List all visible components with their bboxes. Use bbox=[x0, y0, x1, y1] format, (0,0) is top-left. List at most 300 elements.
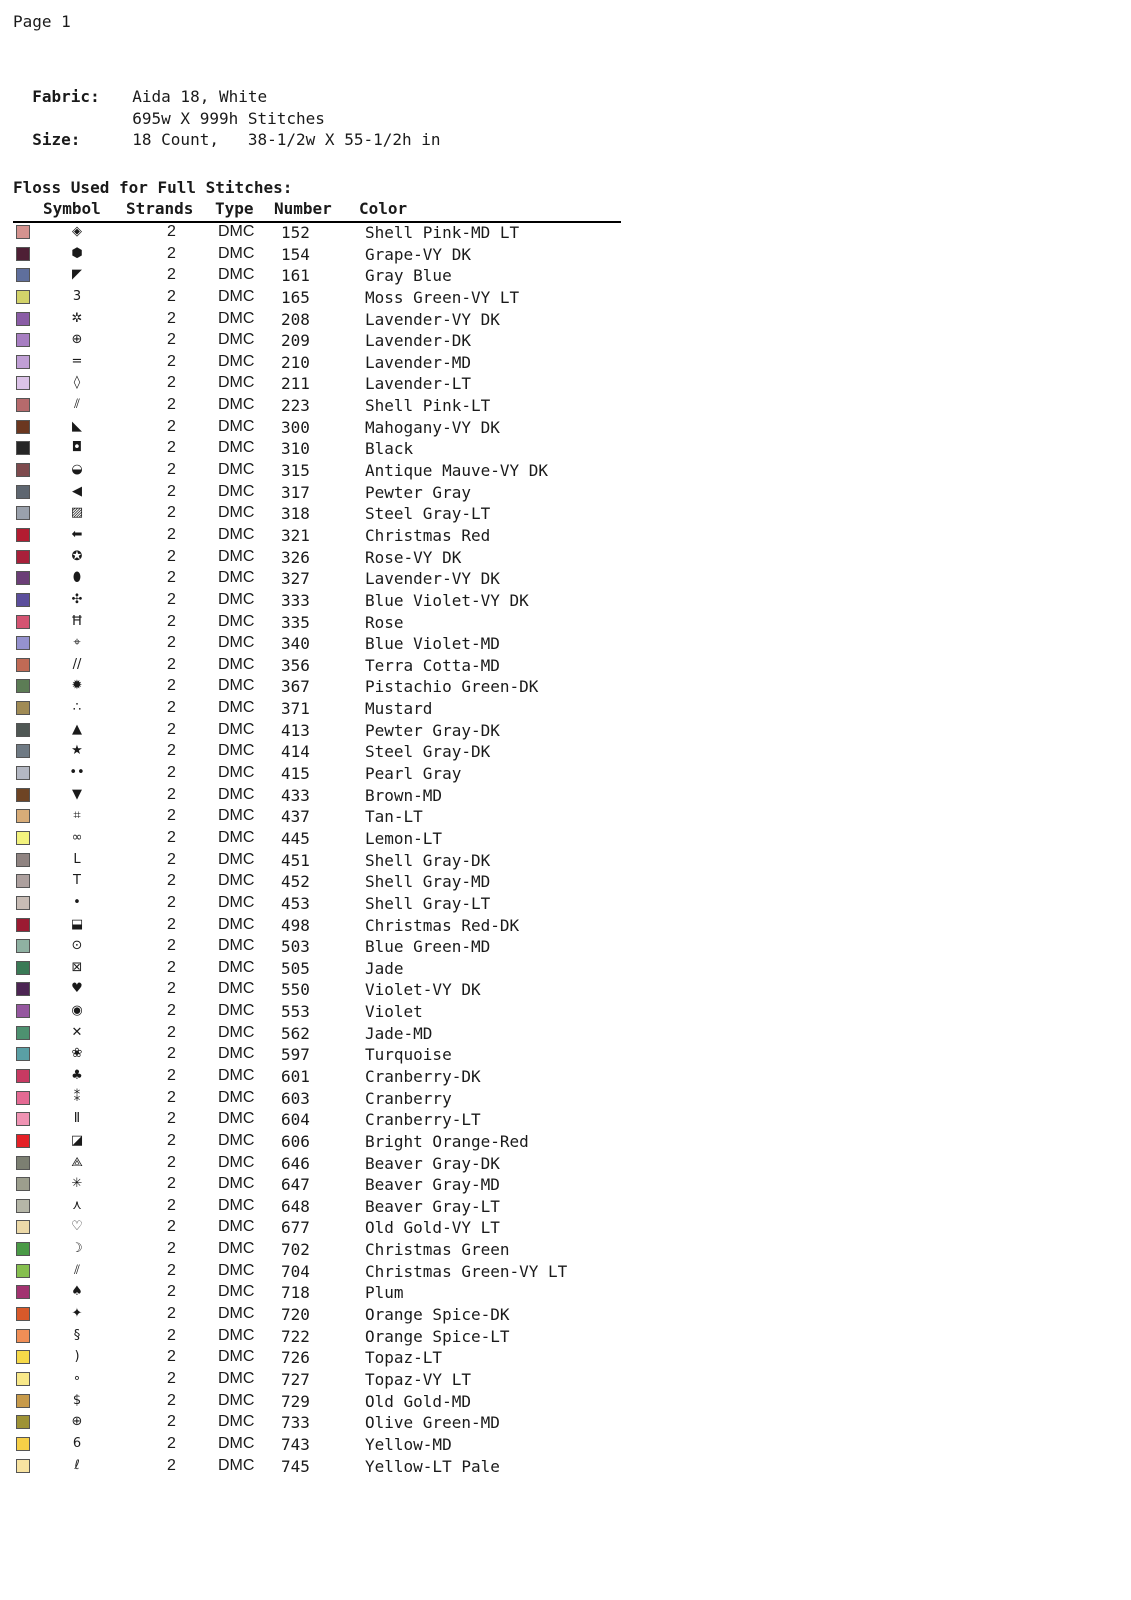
stitch-symbol-icon: ) bbox=[74, 1349, 80, 1365]
stitch-symbol-icon: ❀ bbox=[71, 1046, 83, 1062]
color-swatch bbox=[16, 1047, 30, 1061]
number-cell: 315 bbox=[281, 461, 310, 481]
type-cell: DMC bbox=[218, 417, 255, 435]
stitch-symbol-icon: ♡ bbox=[71, 1219, 83, 1235]
color-swatch bbox=[16, 1112, 30, 1126]
color-swatch bbox=[16, 463, 30, 477]
number-cell: 414 bbox=[281, 742, 310, 762]
strands-cell: 2 bbox=[167, 1305, 176, 1323]
stitch-symbol-icon: ⊠ bbox=[71, 959, 83, 975]
stitch-symbol-icon: Ħ bbox=[71, 613, 83, 629]
stitch-symbol-icon: ⋏ bbox=[72, 1197, 82, 1213]
table-row bbox=[13, 309, 633, 331]
type-cell: DMC bbox=[218, 1413, 255, 1431]
color-swatch bbox=[16, 723, 30, 737]
table-row bbox=[13, 547, 633, 569]
number-cell: 452 bbox=[281, 872, 310, 892]
table-row bbox=[13, 222, 633, 244]
table-row bbox=[13, 265, 633, 287]
color-swatch bbox=[16, 355, 30, 369]
strands-cell: 2 bbox=[167, 396, 176, 414]
table-row bbox=[13, 698, 633, 720]
stitch-symbol-icon: Ⅱ bbox=[73, 1111, 81, 1127]
number-cell: 718 bbox=[281, 1283, 310, 1303]
strands-cell: 2 bbox=[167, 980, 176, 998]
type-cell: DMC bbox=[218, 1326, 255, 1344]
strands-cell: 2 bbox=[167, 1066, 176, 1084]
stitch-symbol-icon: •• bbox=[69, 765, 85, 781]
stitch-symbol-icon: = bbox=[71, 353, 83, 369]
strands-cell: 2 bbox=[167, 677, 176, 695]
color-name-cell: Pearl Gray bbox=[365, 764, 462, 784]
number-cell: 726 bbox=[281, 1348, 310, 1368]
table-row bbox=[13, 330, 633, 352]
strands-cell: 2 bbox=[167, 1413, 176, 1431]
color-swatch bbox=[16, 550, 30, 564]
page-label: Page 1 bbox=[13, 12, 71, 31]
type-cell: DMC bbox=[218, 958, 255, 976]
strands-cell: 2 bbox=[167, 309, 176, 327]
strands-cell: 2 bbox=[167, 525, 176, 543]
number-cell: 603 bbox=[281, 1088, 310, 1108]
stitch-symbol-icon: ◪ bbox=[70, 1132, 84, 1148]
strands-cell: 2 bbox=[167, 764, 176, 782]
strands-cell: 2 bbox=[167, 547, 176, 565]
number-cell: 317 bbox=[281, 482, 310, 502]
number-cell: 367 bbox=[281, 677, 310, 697]
stitch-symbol-icon: ▼ bbox=[72, 786, 82, 802]
table-row bbox=[13, 1044, 633, 1066]
size-value: 18 Count, 38-1/2w X 55-1/2h in bbox=[132, 130, 441, 149]
table-row bbox=[13, 850, 633, 872]
number-cell: 562 bbox=[281, 1023, 310, 1043]
type-cell: DMC bbox=[218, 1305, 255, 1323]
color-name-cell: Old Gold-VY LT bbox=[365, 1218, 500, 1238]
strands-cell: 2 bbox=[167, 1088, 176, 1106]
table-row bbox=[13, 633, 633, 655]
table-row bbox=[13, 612, 633, 634]
type-cell: DMC bbox=[218, 1261, 255, 1279]
color-name-cell: Brown-MD bbox=[365, 785, 443, 805]
strands-cell: 2 bbox=[167, 742, 176, 760]
strands-cell: 2 bbox=[167, 612, 176, 630]
number-cell: 733 bbox=[281, 1413, 310, 1433]
color-name-cell: Mahogany-VY DK bbox=[365, 417, 500, 437]
number-cell: 211 bbox=[281, 374, 310, 394]
color-name-cell: Olive Green-MD bbox=[365, 1413, 500, 1433]
type-cell: DMC bbox=[218, 504, 255, 522]
fabric-label: Fabric: bbox=[32, 87, 100, 106]
number-cell: 165 bbox=[281, 287, 310, 307]
type-cell: DMC bbox=[218, 1434, 255, 1452]
color-swatch bbox=[16, 593, 30, 607]
type-cell: DMC bbox=[218, 266, 255, 284]
table-row bbox=[13, 590, 633, 612]
stitch-symbol-icon: ⁑ bbox=[73, 1089, 81, 1105]
color-name-cell: Pistachio Green-DK bbox=[365, 677, 539, 697]
color-name-cell: Topaz-VY LT bbox=[365, 1369, 471, 1389]
stitch-symbol-icon: ∴ bbox=[72, 700, 82, 716]
type-cell: DMC bbox=[218, 1153, 255, 1171]
strands-cell: 2 bbox=[167, 461, 176, 479]
stitch-symbol-icon: ⊕ bbox=[71, 332, 83, 348]
stitch-symbol-icon: ✣ bbox=[71, 591, 83, 607]
table-row bbox=[13, 1217, 633, 1239]
color-name-cell: Steel Gray-DK bbox=[365, 742, 491, 762]
type-cell: DMC bbox=[218, 1175, 255, 1193]
strands-cell: 2 bbox=[167, 569, 176, 587]
stitch-symbol-icon: ✳ bbox=[71, 1176, 83, 1192]
table-row bbox=[13, 1369, 633, 1391]
color-swatch bbox=[16, 658, 30, 672]
table-row bbox=[13, 1456, 633, 1478]
table-row bbox=[13, 676, 633, 698]
color-swatch bbox=[16, 1242, 30, 1256]
type-cell: DMC bbox=[218, 1002, 255, 1020]
color-name-cell: Beaver Gray-LT bbox=[365, 1196, 500, 1216]
strands-cell: 2 bbox=[167, 1283, 176, 1301]
type-cell: DMC bbox=[218, 1456, 255, 1474]
number-cell: 646 bbox=[281, 1153, 310, 1173]
color-name-cell: Lavender-VY DK bbox=[365, 569, 500, 589]
type-cell: DMC bbox=[218, 1196, 255, 1214]
strands-cell: 2 bbox=[167, 828, 176, 846]
type-cell: DMC bbox=[218, 1348, 255, 1366]
color-name-cell: Bright Orange-Red bbox=[365, 1131, 529, 1151]
color-name-cell: Tan-LT bbox=[365, 807, 423, 827]
color-swatch bbox=[16, 1350, 30, 1364]
col-color: Color bbox=[359, 199, 408, 218]
color-name-cell: Lavender-DK bbox=[365, 331, 471, 351]
color-swatch bbox=[16, 268, 30, 282]
color-name-cell: Rose-VY DK bbox=[365, 547, 462, 567]
type-cell: DMC bbox=[218, 287, 255, 305]
number-cell: 647 bbox=[281, 1175, 310, 1195]
type-cell: DMC bbox=[218, 1131, 255, 1149]
strands-cell: 2 bbox=[167, 504, 176, 522]
stitch-symbol-icon: ✪ bbox=[71, 548, 83, 564]
color-name-cell: Pewter Gray-DK bbox=[365, 720, 500, 740]
number-cell: 208 bbox=[281, 309, 310, 329]
number-cell: 209 bbox=[281, 331, 310, 351]
strands-cell: 2 bbox=[167, 785, 176, 803]
color-swatch bbox=[16, 809, 30, 823]
color-name-cell: Lavender-LT bbox=[365, 374, 471, 394]
table-row bbox=[13, 1066, 633, 1088]
table-row bbox=[13, 568, 633, 590]
strands-cell: 2 bbox=[167, 699, 176, 717]
type-cell: DMC bbox=[218, 590, 255, 608]
color-swatch bbox=[16, 766, 30, 780]
table-row bbox=[13, 460, 633, 482]
stitch-symbol-icon: ⬅ bbox=[71, 526, 83, 542]
strands-cell: 2 bbox=[167, 1456, 176, 1474]
strands-cell: 2 bbox=[167, 439, 176, 457]
type-cell: DMC bbox=[218, 547, 255, 565]
type-cell: DMC bbox=[218, 828, 255, 846]
color-name-cell: Yellow-MD bbox=[365, 1434, 452, 1454]
strands-cell: 2 bbox=[167, 1240, 176, 1258]
strands-cell: 2 bbox=[167, 634, 176, 652]
color-swatch bbox=[16, 506, 30, 520]
type-cell: DMC bbox=[218, 1283, 255, 1301]
color-swatch bbox=[16, 982, 30, 996]
color-name-cell: Moss Green-VY LT bbox=[365, 287, 520, 307]
type-cell: DMC bbox=[218, 980, 255, 998]
type-cell: DMC bbox=[218, 634, 255, 652]
color-swatch bbox=[16, 1134, 30, 1148]
stitch-symbol-icon: ✲ bbox=[71, 310, 83, 326]
color-name-cell: Grape-VY DK bbox=[365, 244, 471, 264]
number-cell: 727 bbox=[281, 1369, 310, 1389]
strands-cell: 2 bbox=[167, 655, 176, 673]
color-name-cell: Pewter Gray bbox=[365, 482, 471, 502]
color-name-cell: Lavender-VY DK bbox=[365, 309, 500, 329]
type-cell: DMC bbox=[218, 677, 255, 695]
color-swatch bbox=[16, 918, 30, 932]
color-swatch bbox=[16, 744, 30, 758]
color-swatch bbox=[16, 225, 30, 239]
stitch-symbol-icon: ◘ bbox=[71, 440, 83, 456]
number-cell: 371 bbox=[281, 699, 310, 719]
stitch-symbol-icon: ⌗ bbox=[73, 808, 81, 824]
number-cell: 722 bbox=[281, 1326, 310, 1346]
stitch-symbol-icon: ✦ bbox=[71, 1306, 83, 1322]
number-cell: 437 bbox=[281, 807, 310, 827]
stitch-symbol-icon: ⬮ bbox=[72, 570, 82, 586]
color-swatch bbox=[16, 1372, 30, 1386]
fabric-value: Aida 18, White bbox=[132, 87, 268, 106]
strands-cell: 2 bbox=[167, 1348, 176, 1366]
stitch-symbol-icon: ▨ bbox=[70, 505, 84, 521]
color-swatch bbox=[16, 376, 30, 390]
color-name-cell: Gray Blue bbox=[365, 266, 452, 286]
color-swatch bbox=[16, 1220, 30, 1234]
stitch-symbol-icon: ⟁ bbox=[71, 1154, 83, 1170]
type-cell: DMC bbox=[218, 850, 255, 868]
table-row bbox=[13, 1282, 633, 1304]
type-cell: DMC bbox=[218, 655, 255, 673]
color-name-cell: Orange Spice-LT bbox=[365, 1326, 510, 1346]
strands-cell: 2 bbox=[167, 287, 176, 305]
type-cell: DMC bbox=[218, 1023, 255, 1041]
stitch-symbol-icon: ♥ bbox=[71, 981, 83, 997]
number-cell: 729 bbox=[281, 1391, 310, 1411]
type-cell: DMC bbox=[218, 915, 255, 933]
table-row bbox=[13, 1391, 633, 1413]
strands-cell: 2 bbox=[167, 1131, 176, 1149]
strands-cell: 2 bbox=[167, 937, 176, 955]
table-row bbox=[13, 1153, 633, 1175]
type-cell: DMC bbox=[218, 331, 255, 349]
color-swatch bbox=[16, 571, 30, 585]
stitch-symbol-icon: 6 bbox=[72, 1435, 82, 1451]
stitch-symbol-icon: // bbox=[72, 656, 82, 672]
color-name-cell: Christmas Red bbox=[365, 525, 491, 545]
strands-cell: 2 bbox=[167, 1261, 176, 1279]
color-swatch bbox=[16, 1199, 30, 1213]
number-cell: 606 bbox=[281, 1131, 310, 1151]
strands-cell: 2 bbox=[167, 893, 176, 911]
type-cell: DMC bbox=[218, 1391, 255, 1409]
stitch-symbol-icon: ☽ bbox=[71, 1241, 83, 1257]
color-name-cell: Cranberry-DK bbox=[365, 1066, 481, 1086]
table-row bbox=[13, 655, 633, 677]
strands-cell: 2 bbox=[167, 1023, 176, 1041]
table-row bbox=[13, 936, 633, 958]
stitch-symbol-icon: ✕ bbox=[71, 1024, 83, 1040]
stitch-symbol-icon: ◤ bbox=[72, 267, 82, 283]
color-swatch bbox=[16, 1156, 30, 1170]
number-cell: 648 bbox=[281, 1196, 310, 1216]
color-name-cell: Shell Gray-DK bbox=[365, 850, 491, 870]
strands-cell: 2 bbox=[167, 872, 176, 890]
col-symbol: Symbol bbox=[43, 199, 101, 218]
color-name-cell: Beaver Gray-DK bbox=[365, 1153, 500, 1173]
number-cell: 453 bbox=[281, 893, 310, 913]
table-row bbox=[13, 806, 633, 828]
color-swatch bbox=[16, 1069, 30, 1083]
color-name-cell: Cranberry-LT bbox=[365, 1110, 481, 1130]
color-swatch bbox=[16, 485, 30, 499]
strands-cell: 2 bbox=[167, 1175, 176, 1193]
color-name-cell: Christmas Green bbox=[365, 1240, 510, 1260]
strands-cell: 2 bbox=[167, 958, 176, 976]
stitch-symbol-icon: ⬢ bbox=[71, 245, 83, 261]
stitch-count: 695w X 999h Stitches bbox=[132, 109, 325, 128]
strands-cell: 2 bbox=[167, 417, 176, 435]
color-name-cell: Rose bbox=[365, 612, 404, 632]
number-cell: 210 bbox=[281, 352, 310, 372]
number-cell: 154 bbox=[281, 244, 310, 264]
type-cell: DMC bbox=[218, 1110, 255, 1128]
color-name-cell: Shell Pink-LT bbox=[365, 396, 491, 416]
size-label: Size: bbox=[32, 130, 81, 149]
table-row bbox=[13, 373, 633, 395]
color-name-cell: Black bbox=[365, 439, 414, 459]
table-row bbox=[13, 828, 633, 850]
color-swatch bbox=[16, 1394, 30, 1408]
number-cell: 413 bbox=[281, 720, 310, 740]
number-cell: 415 bbox=[281, 764, 310, 784]
number-cell: 445 bbox=[281, 828, 310, 848]
stitch-symbol-icon: ∞ bbox=[71, 829, 83, 845]
color-swatch bbox=[16, 1026, 30, 1040]
strands-cell: 2 bbox=[167, 352, 176, 370]
table-row bbox=[13, 244, 633, 266]
table-row bbox=[13, 741, 633, 763]
color-swatch bbox=[16, 1459, 30, 1473]
table-row bbox=[13, 1196, 633, 1218]
type-cell: DMC bbox=[218, 1240, 255, 1258]
number-cell: 326 bbox=[281, 547, 310, 567]
stitch-symbol-icon: ◒ bbox=[71, 462, 83, 478]
color-name-cell: Cranberry bbox=[365, 1088, 452, 1108]
table-row bbox=[13, 1023, 633, 1045]
stitch-symbol-icon: ⬓ bbox=[70, 916, 84, 932]
table-row bbox=[13, 1326, 633, 1348]
strands-cell: 2 bbox=[167, 1002, 176, 1020]
strands-cell: 2 bbox=[167, 915, 176, 933]
color-swatch bbox=[16, 1329, 30, 1343]
type-cell: DMC bbox=[218, 525, 255, 543]
color-name-cell: Blue Green-MD bbox=[365, 937, 491, 957]
number-cell: 702 bbox=[281, 1240, 310, 1260]
type-cell: DMC bbox=[218, 244, 255, 262]
type-cell: DMC bbox=[218, 764, 255, 782]
type-cell: DMC bbox=[218, 482, 255, 500]
color-name-cell: Mustard bbox=[365, 699, 433, 719]
type-cell: DMC bbox=[218, 374, 255, 392]
number-cell: 335 bbox=[281, 612, 310, 632]
number-cell: 340 bbox=[281, 634, 310, 654]
table-row bbox=[13, 720, 633, 742]
color-name-cell: Blue Violet-MD bbox=[365, 634, 500, 654]
color-swatch bbox=[16, 1091, 30, 1105]
color-name-cell: Violet bbox=[365, 1002, 423, 1022]
strands-cell: 2 bbox=[167, 244, 176, 262]
number-cell: 152 bbox=[281, 223, 310, 242]
color-swatch bbox=[16, 831, 30, 845]
color-name-cell: Beaver Gray-MD bbox=[365, 1175, 500, 1195]
color-swatch bbox=[16, 853, 30, 867]
strands-cell: 2 bbox=[167, 1196, 176, 1214]
type-cell: DMC bbox=[218, 309, 255, 327]
type-cell: DMC bbox=[218, 937, 255, 955]
type-cell: DMC bbox=[218, 893, 255, 911]
type-cell: DMC bbox=[218, 720, 255, 738]
strands-cell: 2 bbox=[167, 1110, 176, 1128]
stitch-symbol-icon: • bbox=[73, 894, 81, 910]
color-name-cell: Antique Mauve-VY DK bbox=[365, 461, 549, 481]
color-swatch bbox=[16, 1415, 30, 1429]
type-cell: DMC bbox=[218, 461, 255, 479]
stitch-symbol-icon: ⊕ bbox=[71, 1414, 83, 1430]
number-cell: 327 bbox=[281, 569, 310, 589]
number-cell: 553 bbox=[281, 1002, 310, 1022]
strands-cell: 2 bbox=[167, 807, 176, 825]
stitch-symbol-icon: ∘ bbox=[72, 1370, 82, 1386]
type-cell: DMC bbox=[218, 612, 255, 630]
type-cell: DMC bbox=[218, 1088, 255, 1106]
color-name-cell: Topaz-LT bbox=[365, 1348, 443, 1368]
color-name-cell: Jade bbox=[365, 958, 404, 978]
stitch-symbol-icon: ◈ bbox=[72, 224, 82, 239]
stitch-symbol-icon: ✹ bbox=[71, 678, 83, 694]
color-swatch bbox=[16, 420, 30, 434]
number-cell: 321 bbox=[281, 525, 310, 545]
strands-cell: 2 bbox=[167, 223, 176, 240]
stitch-symbol-icon: L bbox=[73, 851, 81, 867]
table-row bbox=[13, 785, 633, 807]
color-name-cell: Orange Spice-DK bbox=[365, 1305, 510, 1325]
color-swatch bbox=[16, 939, 30, 953]
table-row bbox=[13, 1304, 633, 1326]
table-row bbox=[13, 438, 633, 460]
type-cell: DMC bbox=[218, 223, 255, 240]
strands-cell: 2 bbox=[167, 1391, 176, 1409]
floss-table bbox=[13, 222, 633, 1477]
color-name-cell: Terra Cotta-MD bbox=[365, 655, 500, 675]
type-cell: DMC bbox=[218, 785, 255, 803]
strands-cell: 2 bbox=[167, 266, 176, 284]
number-cell: 743 bbox=[281, 1434, 310, 1454]
number-cell: 318 bbox=[281, 504, 310, 524]
number-cell: 720 bbox=[281, 1305, 310, 1325]
table-row bbox=[13, 1412, 633, 1434]
color-name-cell: Blue Violet-VY DK bbox=[365, 590, 529, 610]
table-row bbox=[13, 1347, 633, 1369]
